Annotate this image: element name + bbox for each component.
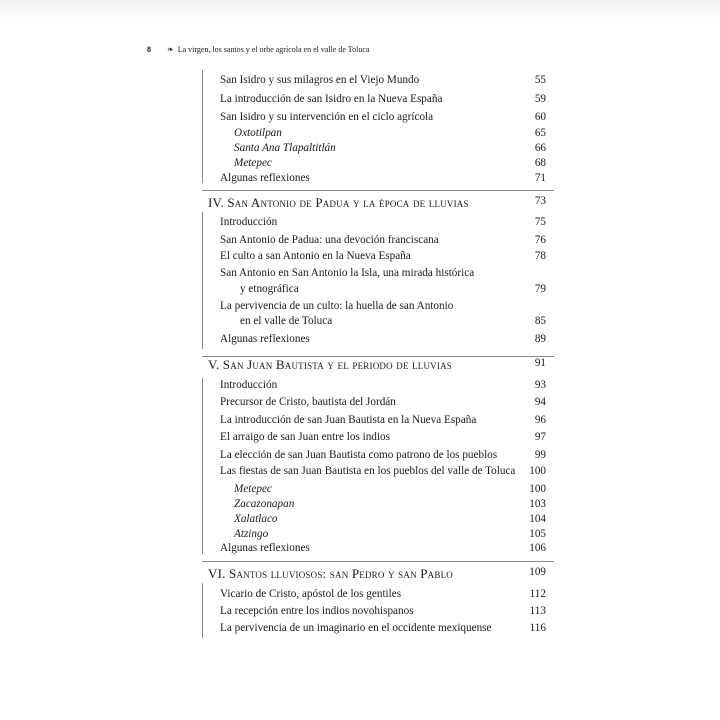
entry-title: La introducción de san Juan Bautista en la Nueva España	[220, 414, 477, 426]
entry-page: 91	[534, 357, 546, 369]
entry-page: 76	[534, 234, 546, 246]
section-rule-vertical	[202, 378, 203, 554]
entry-title: y etnográfica	[240, 283, 299, 295]
section-rule-vertical	[202, 212, 203, 349]
entry-page: 97	[534, 431, 546, 443]
entry-title: La elección de san Juan Bautista como patrono de los pueblos	[220, 449, 498, 461]
chapter-title: IV. San Antonio de Padua y la época de lluvias	[208, 195, 469, 210]
entry-title: El arraigo de san Juan entre los indios	[220, 431, 390, 443]
entry-title: Oxtotilpan	[234, 127, 282, 139]
entry-title: La pervivencia de un imaginario en el occidente mexiquense	[220, 622, 492, 634]
entry-title: La introducción de san Isidro en la Nueva España	[220, 93, 443, 105]
entry-title: Vicario de Cristo, apóstol de los gentiles	[220, 588, 402, 600]
entry-title: La recepción entre los indios novohispanos	[220, 605, 414, 617]
entry-page: 112	[529, 588, 546, 600]
entry-title: Introducción	[220, 379, 278, 391]
entry-page: 100	[529, 483, 546, 495]
chapter-title: VI. Santos lluviosos: san Pedro y san Pablo	[208, 566, 453, 581]
entry-title: Algunas reflexiones	[220, 542, 310, 554]
entry-page: 75	[534, 216, 546, 228]
entry-title: Las fiestas de san Juan Bautista en los pueblos del valle de Toluca	[220, 465, 516, 477]
section-divider	[202, 190, 554, 191]
entry-title: San Antonio de Padua: una devoción franciscana	[220, 234, 439, 246]
entry-page: 85	[534, 315, 546, 327]
entry-title: San Antonio en San Antonio la Isla, una mirada histórica	[220, 267, 475, 279]
chapter-title: V. San Juan Bautista y el periodo de lluvias	[208, 357, 452, 372]
entry-page: 113	[529, 605, 546, 617]
entry-page: 60	[534, 111, 546, 123]
entry-title: Algunas reflexiones	[220, 172, 310, 184]
entry-page: 109	[529, 566, 546, 578]
entry-page: 89	[534, 333, 546, 345]
page-number: 8	[147, 45, 151, 54]
entry-page: 94	[534, 396, 546, 408]
entry-title: Zacazonapan	[234, 498, 295, 510]
entry-title: Precursor de Cristo, bautista del Jordán	[220, 396, 396, 408]
entry-page: 96	[534, 414, 546, 426]
entry-page: 55	[534, 74, 546, 86]
entry-title: Xalatlaco	[234, 513, 278, 525]
entry-page: 116	[529, 622, 546, 634]
entry-title: Algunas reflexiones	[220, 333, 310, 345]
entry-title: Atzingo	[234, 528, 269, 540]
entry-page: 104	[529, 513, 546, 525]
entry-page: 100	[529, 465, 546, 477]
fleuron-icon: ❧	[167, 45, 174, 54]
entry-title: Metepec	[234, 483, 272, 495]
section-rule-vertical	[202, 70, 203, 183]
entry-page: 68	[534, 157, 546, 169]
entry-title: en el valle de Toluca	[240, 315, 333, 327]
entry-page: 65	[534, 127, 546, 139]
section-divider	[202, 561, 554, 562]
entry-title: La pervivencia de un culto: la huella de san Antonio	[220, 300, 454, 312]
entry-page: 79	[534, 283, 546, 295]
entry-title: Metepec	[234, 157, 272, 169]
section-rule-vertical	[202, 583, 203, 638]
entry-page: 66	[534, 142, 546, 154]
entry-title: San Isidro y sus milagros en el Viejo Mundo	[220, 74, 420, 86]
entry-page: 73	[534, 195, 546, 207]
entry-page: 59	[534, 93, 546, 105]
entry-title: Santa Ana Tlapaltitlán	[234, 142, 336, 154]
entry-page: 105	[529, 528, 546, 540]
entry-page: 93	[534, 379, 546, 391]
entry-title: El culto a san Antonio en la Nueva España	[220, 250, 411, 262]
entry-page: 99	[534, 449, 546, 461]
entry-title: San Isidro y su intervención en el ciclo agrícola	[220, 111, 434, 123]
entry-title: Introducción	[220, 216, 278, 228]
entry-page: 103	[529, 498, 546, 510]
entry-page: 71	[534, 172, 546, 184]
entry-page: 106	[529, 542, 546, 554]
book-title: La virgen, los santos y el orbe agrícola en el valle de Toluca	[177, 45, 370, 54]
entry-page: 78	[534, 250, 546, 262]
